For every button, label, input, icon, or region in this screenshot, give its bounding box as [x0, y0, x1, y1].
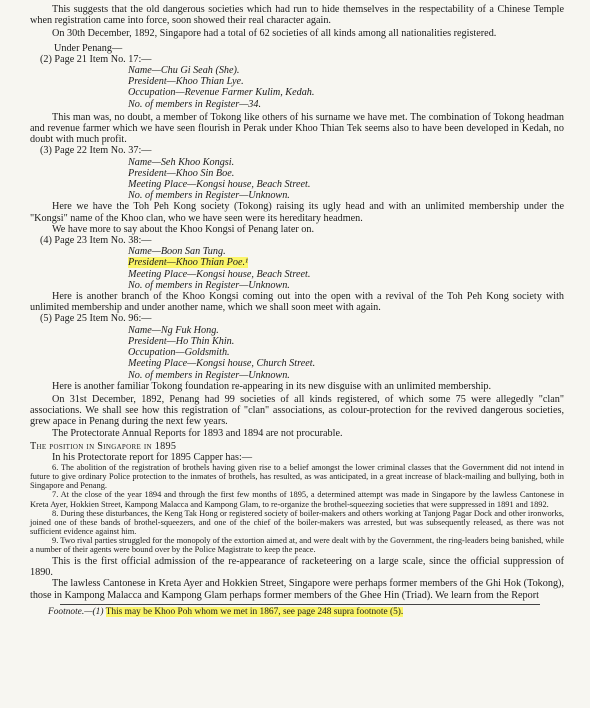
entry-meeting-place: Meeting Place—Kongsi house, Beach Street.: [128, 179, 311, 191]
entry-occupation: Occupation—Goldsmith.: [128, 347, 230, 359]
entry-members: No. of members in Register—34.: [128, 98, 261, 110]
entry-heading: (3) Page 22 Item No. 37:—: [40, 145, 152, 157]
entry-name: Name—Seh Khoo Kongsi.: [128, 156, 235, 168]
section-heading: The position in Singapore in 1895: [30, 440, 177, 452]
entry-president: President—Khoo Sin Boe.: [128, 167, 235, 179]
subheading-under-penang: Under Penang—: [54, 42, 123, 54]
paragraph: We have more to say about the Khoo Kongsi of Penang later on.: [52, 223, 315, 235]
entry-members: No. of members in Register—Unknown.: [128, 279, 290, 291]
register-entry-2: [40, 54, 564, 110]
entry-heading: (2) Page 21 Item No. 17:—: [40, 53, 152, 65]
paragraph: This suggests that the old dangerous societies which had run to hide themselves in the respectability of a Chinese Temple when registration came into force, soon showed their real character again.: [30, 4, 564, 27]
paragraph: On 30th December, 1892, Singapore had a total of 62 societies of all kinds among all nationalities registered.: [52, 28, 497, 40]
entry-members: No. of members in Register—Unknown.: [128, 369, 290, 381]
paragraph: The Protectorate Annual Reports for 1893 and 1894 are not procurable.: [52, 427, 343, 439]
paragraph: Here is another branch of the Khoo Kongsi coming out into the open with a revival of the Toh Peh Kong society with unlimited membership and under another name, which we shall soon meet with again.: [30, 291, 564, 314]
paragraph: Here is another familiar Tokong foundation re-appearing in its new disguise with an unlimited membership.: [52, 380, 492, 392]
quote-item: 7. At the close of the year 1894 and through the first few months of 1895, a determined attempt was made in Singapore by the lawless Cantonese in Kreta Ayer, Hokkien Street, Kampong Malacca and Kampong Glam, to re-organize the brothel-squeezing societies that were suppressed in 1891 and 1892.: [30, 490, 564, 509]
footnote: [48, 607, 564, 618]
entry-name: Name—Ng Fuk Hong.: [128, 324, 219, 336]
quote-item: 9. Two rival parties struggled for the monopoly of the extortion aimed at, and were dealt with by the Government, the ring-leaders being banished, while a number of their agents were bound over by the Police Magistrate to keep the peace.: [30, 535, 564, 554]
paragraph: This is the first official admission of the re-appearance of racketeering on a large scale, since the official suppression of 1890.: [30, 556, 564, 579]
entry-name: Name—Chu Gi Seah (She).: [128, 65, 240, 77]
entry-president: President—Ho Thin Khin.: [128, 335, 235, 347]
entry-meeting-place: Meeting Place—Kongsi house, Beach Street.: [128, 268, 311, 280]
quote-item: 6. The abolition of the registration of brothels having given rise to a belief amongst the lower criminal classes that the Government did not intend in future to give ordinary Police protection to the inmates of brothels, has resulted, as was anticipated, in a great increase of black-mailing and bullying, both in Singapore and Penang.: [30, 463, 564, 491]
paragraph: Here we have the Toh Peh Kong society (Tokong) raising its ugly head and with an unlimited membership under the "Kongsi" name of the Khoo clan, who we have seen were its hereditary headmen.: [30, 201, 564, 224]
register-entry-5: [40, 313, 564, 380]
footnote-divider: [60, 604, 540, 605]
entry-name: Name—Boon San Tung.: [128, 246, 226, 258]
entry-president: President—Khoo Thian Lye.: [128, 76, 244, 88]
entry-meeting-place: Meeting Place—Kongsi house, Church Street.: [128, 358, 316, 370]
entry-heading: (5) Page 25 Item No. 96:—: [40, 313, 152, 325]
report-quotation: [30, 463, 564, 554]
entry-president-highlighted: President—Khoo Thian Poe.¹: [128, 257, 249, 269]
register-entry-3: [40, 145, 564, 201]
paragraph: In his Protectorate report for 1895 Capper has:—: [52, 451, 253, 463]
footnote-label: Footnote.—(1): [48, 606, 104, 617]
entry-heading: (4) Page 23 Item No. 38:—: [40, 235, 152, 247]
entry-occupation: Occupation—Revenue Farmer Kulim, Kedah.: [128, 87, 315, 99]
paragraph: On 31st December, 1892, Penang had 99 societies of all kinds registered, of which some 75 were allegedly "clan" associations. We shall see how this registration of "clan" associations, as colour-protection for the revived dangerous societies, grew apace in Penang during the next few years.: [30, 393, 564, 428]
paragraph: The lawless Cantonese in Kreta Ayer and Hokkien Street, Singapore were perhaps former members of the Ghi Hok (Tokong), those in Kampong Malacca and Kampong Glam perhaps former members of the Ghee Hin (Triad). We learn from the Report: [30, 578, 564, 601]
paragraph: This man was, no doubt, a member of Tokong like others of his surname we have met. The combination of Tokong headman and revenue farmer which we have seen flourish in Perak under Khoo Thian Tek seems also to have been developed in Kedah, no doubt with much profit.: [30, 111, 564, 146]
register-entry-4: [40, 235, 564, 291]
footnote-text-highlighted: This may be Khoo Poh whom we met in 1867, see page 248 supra footnote (5).: [105, 606, 404, 617]
quote-item: 8. During these disturbances, the Keng Tak Hong or registered society of boiler-makers and others working at Tanjong Pagar Dock and other ironworks, joined one of these bands of brothel-squeezers, and one of the chief of the boiler-makers was arrested, but was subsequently released, as there was not sufficient evidence against him.: [30, 508, 564, 536]
entry-members: No. of members in Register—Unknown.: [128, 190, 290, 202]
